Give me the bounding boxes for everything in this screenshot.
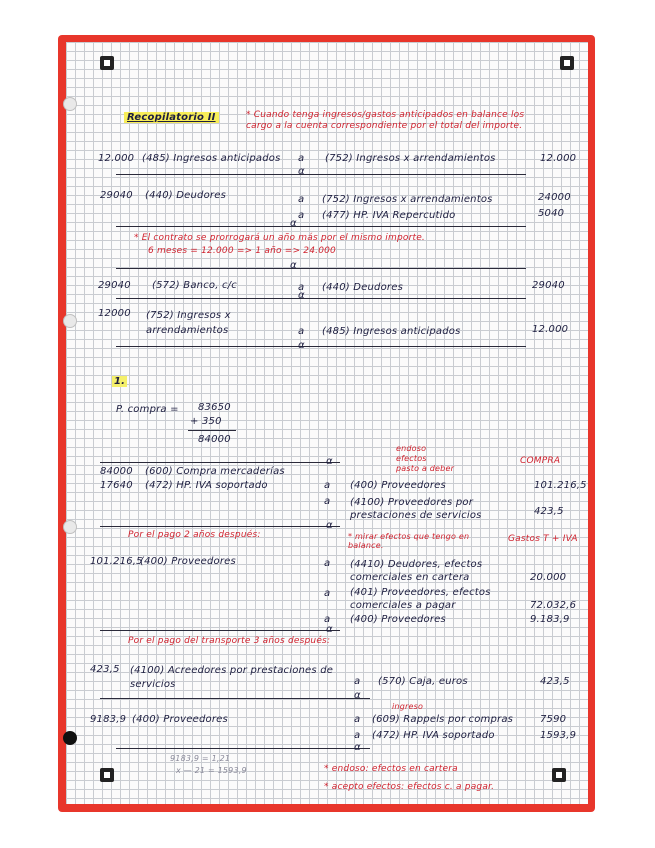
entry-credit: (472) HP. IVA soportado <box>372 730 495 741</box>
alpha-mark: α <box>354 742 361 753</box>
entry-debit: (752) Ingresos x arrendamientos <box>146 310 231 336</box>
binder-hole <box>63 314 77 328</box>
entry-credit-amount: 423,5 <box>540 676 570 687</box>
entry-a: a <box>354 730 361 741</box>
compra-label: COMPRA <box>520 456 561 466</box>
entry-credit: (4100) Proveedores por prestaciones de servicios <box>350 497 482 521</box>
alpha-mark: α <box>354 690 361 701</box>
entry-credit: (570) Caja, euros <box>378 676 468 687</box>
alpha-mark: α <box>326 624 333 635</box>
alpha-mark: α <box>298 290 305 301</box>
separator <box>100 630 340 631</box>
entry-credit: (440) Deudores <box>322 282 403 293</box>
entry-credit-amount: 29040 <box>532 280 565 291</box>
note-ingreso: ingreso <box>392 702 424 711</box>
entry-credit: (609) Rappels por compras <box>372 714 514 725</box>
entry-amount: 17640 <box>100 480 133 491</box>
entry-credit-amount: 101.216,5 <box>534 480 587 491</box>
entry-a: a <box>324 558 331 569</box>
separator <box>100 462 340 463</box>
alpha-mark: α <box>298 166 305 177</box>
note-pago2: Por el pago 2 años después: <box>128 530 261 540</box>
separator <box>116 226 526 227</box>
entry-credit: (752) Ingresos x arrendamientos <box>322 194 493 205</box>
binder-hole <box>63 731 77 745</box>
entry-credit: (485) Ingresos anticipados <box>322 326 461 337</box>
separator <box>116 174 526 175</box>
corner-marker-icon <box>552 768 566 782</box>
side-note: efectos <box>396 454 427 463</box>
entry-credit: (477) HP. IVA Repercutido <box>322 210 456 221</box>
entry-debit: (400) Proveedores <box>132 714 228 725</box>
section-number: 1. <box>114 376 126 387</box>
entry-credit: (400) Proveedores <box>350 480 446 491</box>
entry-debit: (440) Deudores <box>145 190 226 201</box>
entry-credit: (4410) Deudores, efectos comerciales en cartera <box>350 559 483 583</box>
entry-a: a <box>298 282 305 293</box>
entry-debit: (472) HP. IVA soportado <box>145 480 268 491</box>
entry-credit-amount: 423,5 <box>534 506 564 517</box>
page-title: Recopilatorio II <box>124 112 219 123</box>
entry-debit: (485) Ingresos anticipados <box>142 153 281 164</box>
gastos-label: Gastos T + IVA <box>508 534 578 544</box>
entry-credit-amount: 72.032,6 <box>530 600 577 611</box>
entry-amount: 12.000 <box>98 153 135 164</box>
entry-a: a <box>324 614 331 625</box>
note-top: * Cuando tenga ingresos/gastos anticipados en balance los cargo a la cuenta correspondiente por el total del importe. <box>246 110 525 131</box>
entry-a: a <box>354 714 361 725</box>
footer-note: * endoso: efectos en cartera <box>324 764 458 774</box>
binder-hole <box>63 520 77 534</box>
entry-credit-amount: 12.000 <box>540 153 577 164</box>
separator <box>116 298 526 299</box>
entry-amount: 29040 <box>100 190 133 201</box>
entry-credit: (400) Proveedores <box>350 614 446 625</box>
entry-amount: 12000 <box>98 308 131 319</box>
entry-credit: (401) Proveedores, efectos comerciales a pagar <box>350 587 491 611</box>
entry-a: a <box>298 326 305 337</box>
p-compra-total: 84000 <box>198 434 231 445</box>
entry-amount: 101.216,5 <box>90 556 143 567</box>
entry-a: a <box>324 588 331 599</box>
entry-amount: 29040 <box>98 280 131 291</box>
entry-debit: (572) Banco, c/c <box>152 280 237 291</box>
separator <box>100 526 340 527</box>
entry-credit-amount: 1593,9 <box>540 730 577 741</box>
footer-calc: x — 21 = 1593,9 <box>176 766 247 775</box>
entry-a: a <box>298 210 305 221</box>
alpha-mark: α <box>290 260 297 271</box>
note-pago3: Por el pago del transporte 3 años después: <box>128 636 331 646</box>
alpha-mark: α <box>326 456 333 467</box>
separator <box>116 346 526 347</box>
footer-calc: 9183,9 = 1,21 <box>170 754 231 763</box>
binder-hole <box>63 97 77 111</box>
p-compra-label: P. compra = <box>116 404 179 415</box>
corner-marker-icon <box>100 768 114 782</box>
separator <box>100 698 370 699</box>
entry-amount: 84000 <box>100 466 133 477</box>
separator <box>116 748 370 749</box>
entry-credit-amount: 7590 <box>540 714 567 725</box>
entry-credit-amount: 12.000 <box>532 324 569 335</box>
note-mirar: * mirar efectos que tengo en balance. <box>348 532 470 550</box>
p-compra-v1: 83650 <box>198 402 231 413</box>
alpha-mark: α <box>298 340 305 351</box>
entry-a: a <box>354 676 361 687</box>
footer-note: * acepto efectos: efectos c. a pagar. <box>324 782 495 792</box>
entry-credit-amount: 24000 <box>538 192 571 203</box>
note-calc: 6 meses = 12.000 => 1 año => 24.000 <box>148 246 336 256</box>
entry-a: a <box>324 496 331 507</box>
entry-a: a <box>298 153 305 164</box>
note-contract: * El contrato se prorrogará un año más por el mismo importe. <box>134 233 425 243</box>
corner-marker-icon <box>100 56 114 70</box>
entry-a: a <box>298 194 305 205</box>
entry-debit: (4100) Acreedores por prestaciones de servicios <box>130 665 334 690</box>
alpha-mark: α <box>326 520 333 531</box>
alpha-mark: α <box>290 218 297 229</box>
side-note: endoso <box>396 444 427 453</box>
entry-amount: 9183,9 <box>90 714 127 725</box>
side-note: pasto a deber <box>396 464 455 473</box>
entry-debit: (600) Compra mercaderías <box>145 466 285 477</box>
entry-a: a <box>324 480 331 491</box>
entry-credit-amount: 5040 <box>538 208 565 219</box>
corner-marker-icon <box>560 56 574 70</box>
p-compra-v2: + 350 <box>190 416 222 427</box>
entry-debit: (400) Proveedores <box>140 556 236 567</box>
entry-credit-amount: 9.183,9 <box>530 614 570 625</box>
entry-credit: (752) Ingresos x arrendamientos <box>325 153 496 164</box>
separator <box>116 268 526 269</box>
sum-line <box>188 430 236 431</box>
entry-credit-amount: 20.000 <box>530 572 567 583</box>
entry-amount: 423,5 <box>90 664 120 675</box>
